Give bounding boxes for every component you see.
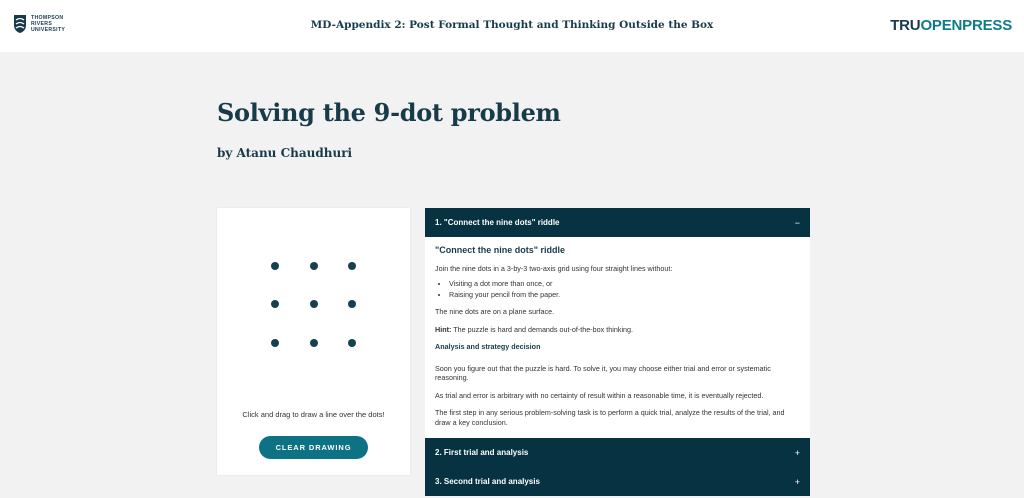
brand-openpress: OPENPRESS [920, 17, 1012, 34]
grid-dot [348, 262, 356, 270]
accordion-header-label: 3. Second trial and analysis [435, 477, 540, 486]
first-step-paragraph: The first step in any serious problem-solving task is to perform a quick trial, analyze the results of the trial, and draw a key conclusion. [435, 408, 785, 427]
university-line: RIVERS [31, 21, 53, 27]
dot-grid-canvas[interactable] [217, 208, 410, 408]
grid-dot [310, 262, 318, 270]
accordion-header-riddle[interactable] [425, 208, 810, 237]
grid-dot [310, 339, 318, 347]
panel-intro: Join the nine dots in a 3-by-3 two-axis grid using four straight lines without: [435, 263, 673, 273]
tru-openpress-logo[interactable] [890, 17, 1012, 34]
grid-dot [310, 300, 318, 308]
grid-dot [348, 300, 356, 308]
book-title[interactable]: MD-Appendix 2: Post Formal Thought and Thinking Outside the Box [310, 19, 714, 31]
rules-list [449, 279, 800, 299]
panel-subheading: Analysis and strategy decision [435, 342, 541, 351]
list-item: • Raising your pencil from the paper. [449, 290, 800, 300]
hint-paragraph [435, 325, 800, 335]
page-title: Solving the 9-dot problem [217, 98, 561, 127]
grid-dot [271, 300, 279, 308]
solution-accordion [425, 208, 810, 496]
byline: by Atanu Chaudhuri [217, 146, 353, 160]
hint-label: Hint: [435, 324, 452, 334]
accordion-header-label: 1. "Connect the nine dots" riddle [435, 218, 560, 227]
clear-drawing-button[interactable]: CLEAR DRAWING [259, 436, 368, 459]
plane-text: The nine dots are on a plane surface. [435, 307, 555, 316]
analysis-paragraph: Soon you figure out that the puzzle is hard. To solve it, you may choose either trial and error or systematic reasoning. [435, 363, 771, 382]
accordion-header-second-trial[interactable] [425, 467, 810, 496]
accordion-header-first-trial[interactable] [425, 438, 810, 467]
collapse-icon: − [794, 217, 800, 228]
grid-dot [271, 339, 279, 347]
grid-dot [271, 262, 279, 270]
top-bar [0, 0, 1024, 52]
list-item: • Visiting a dot more than once, or [449, 279, 800, 289]
university-line: THOMPSON [31, 15, 64, 21]
accordion-header-label: 2. First trial and analysis [435, 448, 529, 457]
trial-error-paragraph: As trial and error is arbitrary with no certainty of result within a reasonable time, it is eventually rejected. [435, 390, 764, 400]
panel-heading: "Connect the nine dots" riddle [435, 245, 566, 255]
hint-text: The puzzle is hard and demands out-of-the-box thinking. [451, 324, 634, 334]
drawing-instruction: Click and drag to draw a line over the dots! [242, 410, 385, 419]
expand-icon: + [794, 447, 800, 458]
accordion-panel-riddle [425, 237, 810, 438]
expand-icon: + [794, 476, 800, 487]
drawing-card [217, 208, 410, 475]
brand-tru: TRU [890, 17, 921, 34]
grid-dot [348, 339, 356, 347]
university-line: UNIVERSITY [31, 27, 66, 33]
